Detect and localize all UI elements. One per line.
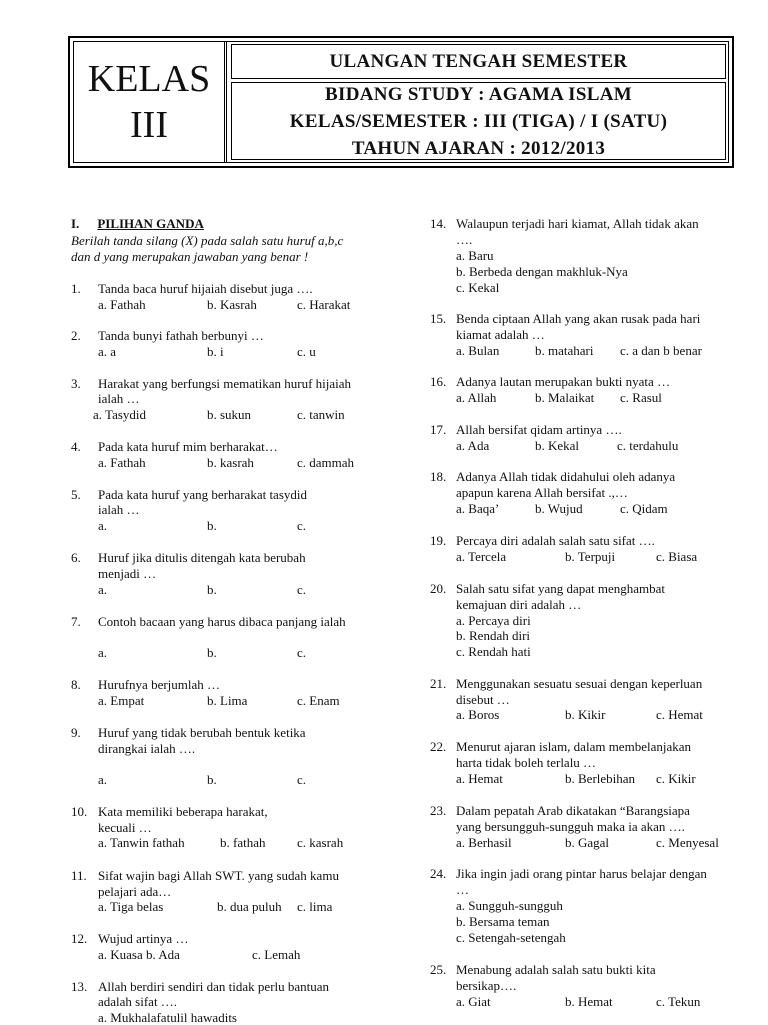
answer-option: a. Fathah (98, 455, 146, 470)
question-text: Tanda bunyi fathah berbunyi … (98, 328, 264, 343)
question-text: harta tidak boleh terlalu … (456, 755, 597, 770)
question-text: bersikap…. (456, 978, 517, 993)
year-line: TAHUN AJARAN : 2012/2013 (351, 137, 606, 159)
answer-option: a. (98, 645, 108, 660)
question-text: pelajari ada… (98, 884, 172, 899)
answer-option: c. Kikir (656, 771, 696, 786)
answer-option: c. Biasa (656, 549, 698, 564)
question-text: ialah … (98, 502, 140, 517)
answer-option: b. Hemat (565, 994, 613, 1009)
answer-option: a. Baru (456, 248, 494, 263)
question-number: 19. (430, 533, 447, 548)
question-text: dirangkai ialah …. (98, 741, 196, 756)
answer-option: c. Harakat (297, 297, 351, 312)
question-text: Benda ciptaan Allah yang akan rusak pada hari (456, 311, 701, 326)
question-number: 15. (430, 311, 447, 326)
question-text: adalah sifat …. (98, 994, 178, 1009)
answer-option: c. lima (297, 899, 333, 914)
answer-option: c. Qidam (620, 501, 668, 516)
answer-option: a. Berhasil (456, 835, 512, 850)
answer-option: c. Tekun (656, 994, 701, 1009)
answer-option: b. Berbeda dengan makhluk-Nya (456, 264, 628, 279)
exam-header (68, 36, 734, 168)
question-text: Harakat yang berfungsi mematikan huruf hijaiah (98, 376, 352, 391)
answer-option: a. Allah (456, 390, 497, 405)
question-text: …. (456, 232, 473, 247)
answer-option: b. fathah (220, 835, 266, 850)
question-number: 1. (71, 281, 81, 296)
question-number: 13. (71, 979, 88, 994)
answer-option: a. a (98, 344, 117, 359)
answer-option: c. a dan b benar (620, 343, 702, 358)
answer-option: b. dua puluh (217, 899, 282, 914)
answer-option: a. Sungguh-sungguh (456, 898, 563, 913)
answer-option: c. (297, 645, 307, 660)
question-text: Allah berdiri sendiri dan tidak perlu bantuan (98, 979, 330, 994)
answer-option: b. Gagal (565, 835, 610, 850)
question-text: ialah … (98, 391, 140, 406)
answer-option: b. Terpuji (565, 549, 616, 564)
question-text: Menggunakan sesuatu sesuai dengan keperluan (456, 676, 703, 691)
answer-option: b. Kikir (565, 707, 606, 722)
question-text: Sifat wajin bagi Allah SWT. yang sudah kamu (98, 868, 339, 883)
answer-option: b. Lima (207, 693, 248, 708)
question-number: 4. (71, 439, 81, 454)
class-semester-line: KELAS/SEMESTER : III (TIGA) / I (SATU) (289, 110, 668, 132)
question-number: 8. (71, 677, 81, 692)
question-text: Percaya diri adalah salah satu sifat …. (456, 533, 655, 548)
question-number: 6. (71, 550, 81, 565)
answer-option: a. Hemat (456, 771, 503, 786)
answer-option: c. Setengah-setengah (456, 930, 566, 945)
question-text: Jika ingin jadi orang pintar harus belajar dengan (456, 866, 707, 881)
answer-option: b. Kasrah (207, 297, 257, 312)
answer-option: a. (98, 772, 108, 787)
question-text: Walaupun terjadi hari kiamat, Allah tidak akan (456, 216, 699, 231)
answer-option: c. (297, 772, 307, 787)
question-text: menjadi … (98, 566, 157, 581)
question-text: kecuali … (98, 820, 152, 835)
answer-option: a. Empat (98, 693, 145, 708)
answer-option: a. Ada (456, 438, 490, 453)
exam-info (231, 82, 726, 160)
question-text: Menabung adalah salah satu bukti kita (456, 962, 656, 977)
exam-title: ULANGAN TENGAH SEMESTER (231, 44, 726, 79)
answer-option: a. Tercela (456, 549, 507, 564)
question-text: disebut … (456, 692, 510, 707)
question-text: Huruf jika ditulis ditengah kata berubah (98, 550, 306, 565)
answer-option: a. Fathah (98, 297, 146, 312)
answer-option: b. Wujud (535, 501, 583, 516)
question-number: 22. (430, 739, 447, 754)
section-title: PILIHAN GANDA (97, 216, 204, 231)
answer-option: b. (207, 582, 217, 597)
answer-option: a. Tanwin fathah (98, 835, 185, 850)
question-text: Huruf yang tidak berubah bentuk ketika (98, 725, 306, 740)
answer-option: a. Boros (456, 707, 500, 722)
answer-option: a. Tiga belas (98, 899, 164, 914)
section-numeral: I. (71, 216, 80, 231)
question-text: Salah satu sifat yang dapat menghambat (456, 581, 666, 596)
class-label: KELAS (87, 58, 211, 100)
answer-option: a. (98, 518, 108, 533)
question-text: Pada kata huruf mim berharakat… (98, 439, 278, 454)
answer-option: c. Enam (297, 693, 340, 708)
question-text: kemajuan diri adalah … (456, 597, 582, 612)
question-text: yang bersungguh-sungguh maka ia akan …. (456, 819, 685, 834)
answer-option: c. (297, 518, 307, 533)
question-number: 2. (71, 328, 81, 343)
answer-option: a. Mukhalafatulil hawadits (98, 1010, 237, 1025)
instruction-line-1: Berilah tanda silang (X) pada salah satu huruf a,b,c (71, 233, 344, 248)
question-number: 20. (430, 581, 447, 596)
question-text: kiamat adalah … (456, 327, 545, 342)
class-number: III (130, 104, 168, 146)
question-number: 12. (71, 931, 88, 946)
question-text: Allah bersifat qidam artinya …. (456, 422, 622, 437)
answer-option: b. Rendah diri (456, 628, 531, 643)
answer-option: c. Menyesal (656, 835, 719, 850)
question-text: Hurufnya berjumlah … (98, 677, 221, 692)
question-text: Pada kata huruf yang berharakat tasydid (98, 487, 308, 502)
question-number: 3. (71, 376, 81, 391)
answer-option: b. (207, 645, 217, 660)
question-text: Contoh bacaan yang harus dibaca panjang ialah (98, 614, 346, 629)
question-text: Adanya Allah tidak didahului oleh adanya (456, 469, 676, 484)
answer-option: c. Rendah hati (456, 644, 531, 659)
question-number: 9. (71, 725, 81, 740)
answer-option: b. kasrah (207, 455, 254, 470)
answer-option: b. (207, 772, 217, 787)
question-number: 24. (430, 866, 447, 881)
answer-option: c. u (297, 344, 316, 359)
question-number: 16. (430, 374, 447, 389)
answer-option: a. Tasydid (93, 407, 147, 422)
question-text: Menurut ajaran islam, dalam membelanjakan (456, 739, 691, 754)
answer-option: a. Giat (456, 994, 491, 1009)
answer-option: c. (297, 582, 307, 597)
answer-option: b. matahari (535, 343, 594, 358)
answer-option: a. (98, 582, 108, 597)
answer-option: a. Bulan (456, 343, 500, 358)
answer-option: c. terdahulu (617, 438, 679, 453)
answer-option: a. Kuasa b. Ada (98, 947, 180, 962)
question-number: 10. (71, 804, 88, 819)
answer-option: a. Percaya diri (456, 613, 531, 628)
section-heading (71, 216, 204, 231)
answer-option: b. Malaikat (535, 390, 595, 405)
answer-option: b. sukun (207, 407, 252, 422)
answer-option: b. (207, 518, 217, 533)
question-number: 23. (430, 803, 447, 818)
question-number: 11. (71, 868, 87, 883)
answer-option: c. dammah (297, 455, 355, 470)
answer-option: a. Baqa’ (456, 501, 500, 516)
question-number: 7. (71, 614, 81, 629)
question-number: 25. (430, 962, 447, 977)
answer-option: b. Bersama teman (456, 914, 550, 929)
answer-option: c. Rasul (620, 390, 662, 405)
question-text: Dalam pepatah Arab dikatakan “Barangsiapa (456, 803, 690, 818)
answer-option: b. Berlebihan (565, 771, 636, 786)
question-text: Tanda baca huruf hijaiah disebut juga …. (98, 281, 313, 296)
question-number: 18. (430, 469, 447, 484)
answer-option: c. Kekal (456, 280, 500, 295)
answer-option: b. Kekal (535, 438, 580, 453)
question-text: … (456, 882, 469, 897)
answer-option: b. i (207, 344, 224, 359)
question-number: 17. (430, 422, 447, 437)
question-text: Kata memiliki beberapa harakat, (98, 804, 268, 819)
question-text: Wujud artinya … (98, 931, 189, 946)
class-box (74, 42, 227, 162)
answer-option: c. Hemat (656, 707, 703, 722)
answer-option: c. tanwin (297, 407, 345, 422)
question-text: apapun karena Allah bersifat .,… (456, 485, 628, 500)
subject-line: BIDANG STUDY : AGAMA ISLAM (325, 83, 632, 105)
instruction-line-2: dan d yang merupakan jawaban yang benar ! (71, 249, 309, 264)
question-number: 21. (430, 676, 447, 691)
question-number: 5. (71, 487, 81, 502)
answer-option: c. Lemah (252, 947, 301, 962)
question-number: 14. (430, 216, 447, 231)
answer-option: c. kasrah (297, 835, 344, 850)
question-text: Adanya lautan merupakan bukti nyata … (456, 374, 671, 389)
